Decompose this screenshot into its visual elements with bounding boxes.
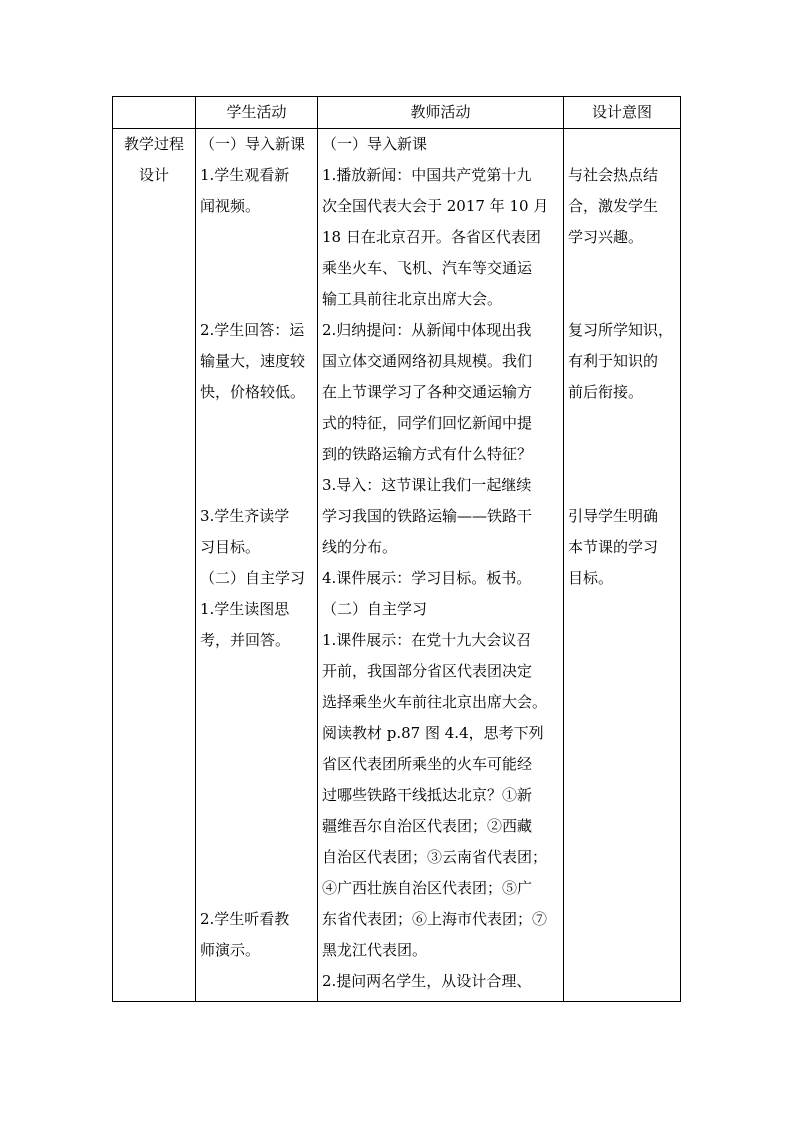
teacher-activity-line: 阅读教材 p.87 图 4.4，思考下列 [322,724,544,742]
student-activity-line: 2.学生回答：运 [200,321,305,339]
student-activity-line: 1.学生读图思 [200,600,290,618]
header-blank-cell [113,97,196,129]
table-header-row [113,97,681,129]
design-intent-line [568,408,676,439]
teacher-activity-line: 输工具前往北京出席大会。 [322,290,503,308]
student-activity-line: 1.学生观看新 [200,166,290,184]
teacher-activity-line: 4.课件展示：学习目标。板书。 [322,569,532,587]
teacher-activity-line: 省区代表团所乘坐的火车可能经 [322,755,533,773]
design-intent-line [568,284,676,315]
section-label-line: 设计 [138,166,169,184]
header-design-intent: 设计意图 [564,97,681,129]
teacher-activity-line: 学习我国的铁路运输——铁路干 [322,507,533,525]
teacher-activity-line: 3.导入：这节课让我们一起继续 [322,476,532,494]
teacher-activity-line: 黑龙江代表团。 [322,941,428,959]
teacher-activity-line: 1.课件展示：在党十九大会议召 [322,631,532,649]
student-activity-line [200,873,313,904]
teacher-activity-line: （二）自主学习 [322,600,428,618]
teacher-activity-line: 次全国代表大会于 2017 年 10 月 [322,197,549,215]
design-intent-line: 目标。 [568,569,614,587]
design-intent-line [568,470,676,501]
teacher-activity-line: 2.归纳提问：从新闻中体现出我 [322,321,532,339]
student-activity-line [200,284,313,315]
student-activity-line [200,811,313,842]
design-intent-line: 有利于知识的 [568,352,659,370]
student-activity-line [200,749,313,780]
design-intent-line: 复习所学知识， [568,321,674,339]
design-intent-line [568,129,676,160]
student-activity-line: 师演示。 [200,941,261,959]
teacher-activity-line: 自治区代表团；③云南省代表团； [322,848,548,866]
student-activity-line: 考，并回答。 [200,631,291,649]
design-intent-line: 引导学生明确 [568,507,659,525]
teacher-activity-line: 式的特征，同学们回忆新闻中提 [322,414,533,432]
student-activity-line: （一）导入新课 [200,135,306,153]
teacher-activity-cell [318,129,564,1002]
student-activity-line: 快，价格较低。 [200,383,306,401]
student-activity-line [200,718,313,749]
header-student-activity: 学生活动 [196,97,318,129]
student-activity-line: （二）自主学习 [200,569,306,587]
lesson-plan-table [112,96,681,1002]
teacher-activity-line: 1.播放新闻：中国共产党第十九 [322,166,532,184]
student-activity-line: 3.学生齐读学 [200,507,290,525]
student-activity-line [200,656,313,687]
student-activity-line [200,842,313,873]
teacher-activity-line: 在上节课学习了各种交通运输方 [322,383,533,401]
teacher-activity-line: 开前，我国部分省区代表团决定 [322,662,533,680]
teacher-activity-line: 18 日在北京召开。各省区代表团 [322,228,541,246]
design-intent-line [568,253,676,284]
student-activity-line [200,253,313,284]
teacher-activity-line: 选择乘坐火车前往北京出席大会。 [322,693,548,711]
teacher-activity-line: ④广西壮族自治区代表团；⑤广 [322,879,533,897]
teacher-activity-line: 线的分布。 [322,538,398,556]
student-activity-line [200,439,313,470]
student-activity-line: 习目标。 [200,538,261,556]
teacher-activity-line: 到的铁路运输方式有什么特征？ [322,445,533,463]
design-intent-line: 合，激发学生 [568,197,659,215]
student-activity-line [200,687,313,718]
design-intent-line [568,439,676,470]
section-label-cell [113,129,196,1002]
student-activity-line [200,408,313,439]
teacher-activity-line: 东省代表团；⑥上海市代表团；⑦ [322,910,548,928]
student-activity-line [200,222,313,253]
design-intent-line: 前后衔接。 [568,383,644,401]
student-activity-line [200,780,313,811]
student-activity-line [200,470,313,501]
design-intent-line: 学习兴趣。 [568,228,644,246]
design-intent-cell [564,129,681,1002]
header-teacher-activity: 教师活动 [318,97,564,129]
teacher-activity-line: 疆维吾尔自治区代表团；②西藏 [322,817,533,835]
teacher-activity-line: 2.提问两名学生，从设计合理、 [322,972,532,990]
section-label-line: 教学过程 [123,135,184,153]
student-activity-line: 输量大，速度较 [200,352,306,370]
teacher-activity-line: 国立体交通网络初具规模。我们 [322,352,533,370]
teacher-activity-line: 过哪些铁路干线抵达北京？①新 [322,786,533,804]
student-activity-cell [196,129,318,1002]
design-intent-line: 本节课的学习 [568,538,659,556]
teacher-activity-line: 乘坐火车、飞机、汽车等交通运 [322,259,533,277]
student-activity-line: 闻视频。 [200,197,261,215]
teacher-activity-line: （一）导入新课 [322,135,428,153]
student-activity-line: 2.学生听看教 [200,910,290,928]
design-intent-line: 与社会热点结 [568,166,659,184]
table-row [113,129,681,1002]
